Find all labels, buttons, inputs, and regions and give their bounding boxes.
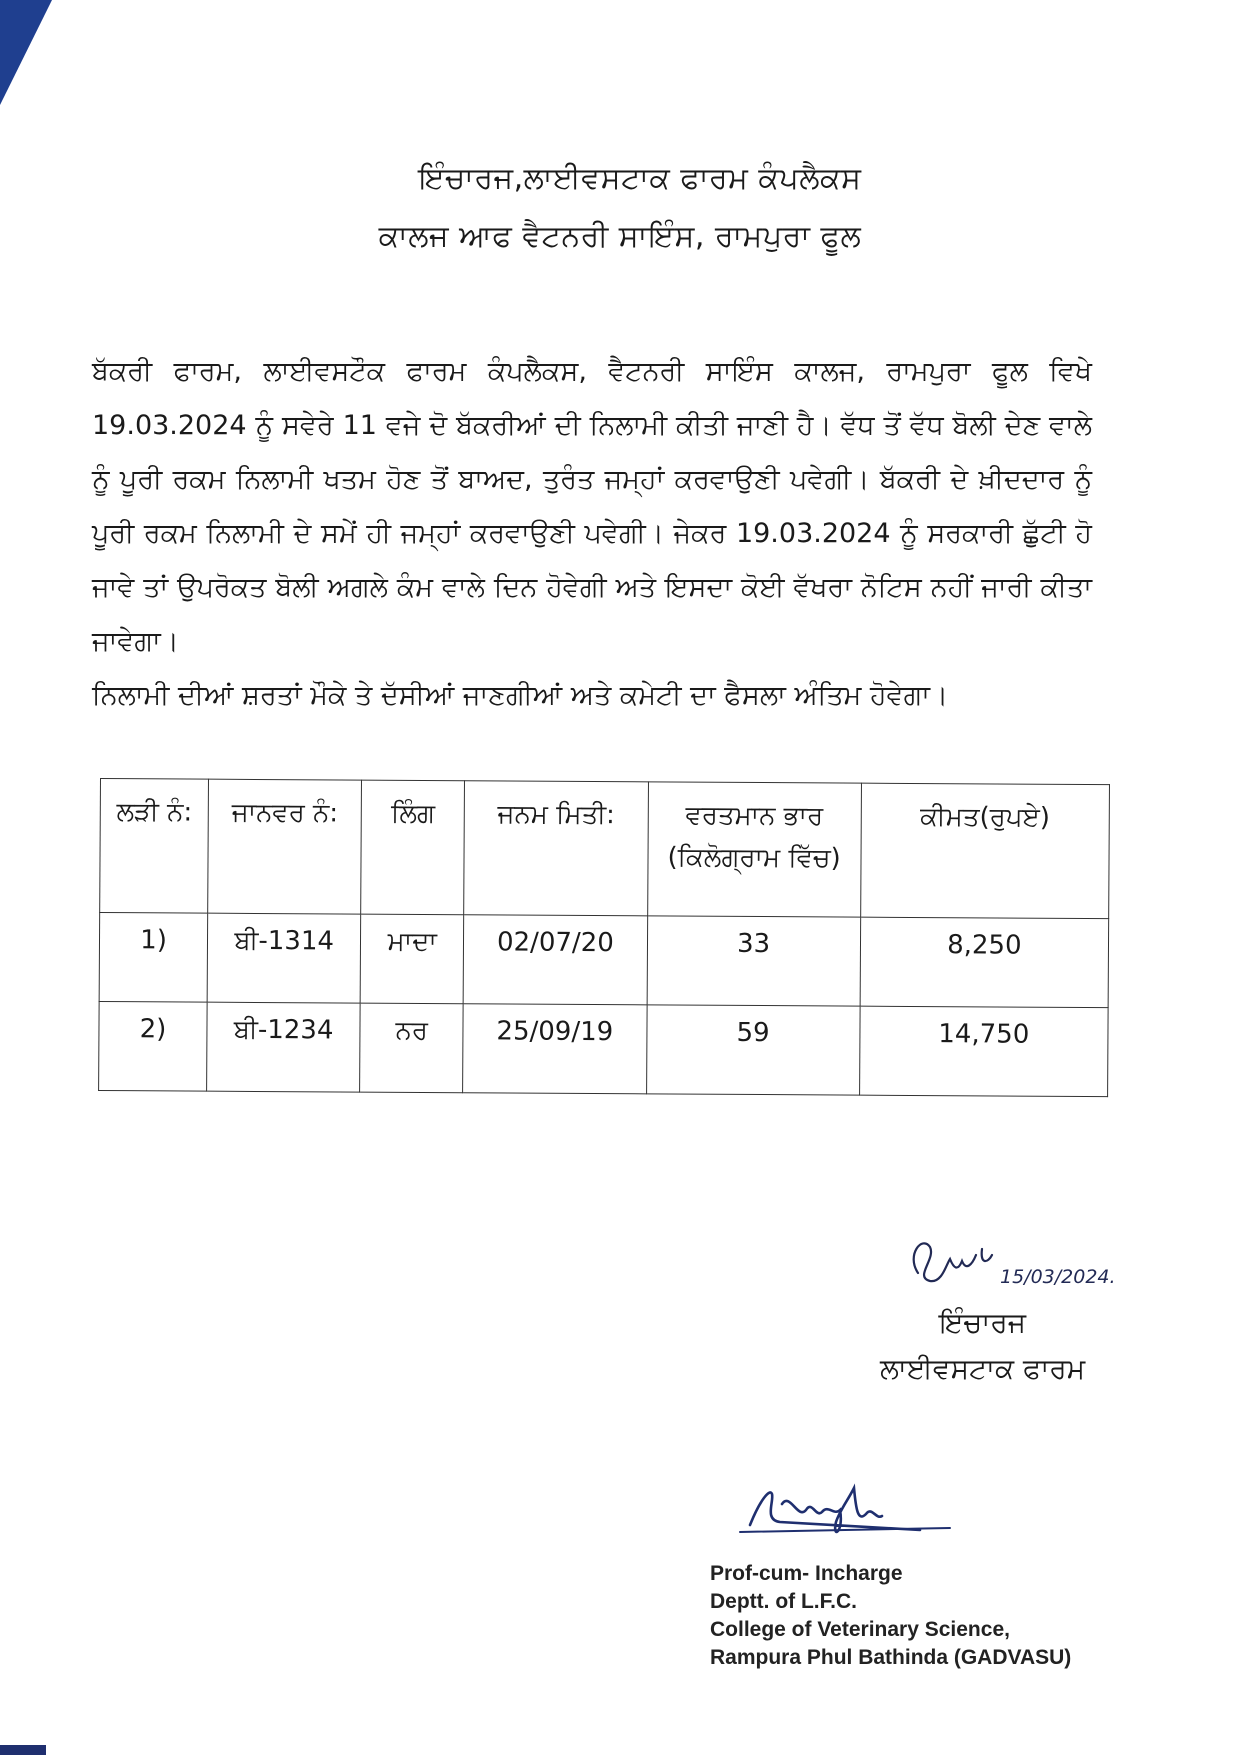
- letterhead-line-2: ਕਾਲਜ ਆਫ ਵੈਟਨਰੀ ਸਾਇੰਸ, ਰਾਮਪੁਰਾ ਫੂਲ: [378, 219, 862, 254]
- incharge-title-line-2: ਲਾਈਵਸਟਾਕ ਫਾਰਮ: [880, 1352, 1086, 1385]
- cell-price: 14,750: [859, 1006, 1108, 1097]
- cell-animal-no: ਬੀ-1314: [207, 913, 361, 1003]
- header-sex: ਲਿੰਗ: [361, 780, 465, 915]
- notice-paragraph-2: ਨਿਲਾਮੀ ਦੀਆਂ ਸ਼ਰਤਾਂ ਮੌਕੇ ਤੇ ਦੱਸੀਆਂ ਜਾਣਗੀਆਂ ਅਤੇ ਕਮੇਟੀ ਦਾ ਫੈਸਲਾ ਅੰਤਿਮ ਹੋਵੇਗਾ।: [92, 680, 949, 711]
- incharge-signature: [900, 1225, 1150, 1295]
- table-row: [99, 1001, 1109, 1096]
- stamp-line-3: College of Veterinary Science,: [710, 1618, 1010, 1641]
- corner-dot: [0, 1745, 46, 1755]
- table-row: [99, 913, 1109, 1008]
- cell-current-weight: 33: [647, 916, 861, 1006]
- cell-animal-no: ਬੀ-1234: [207, 1002, 361, 1092]
- notice-paragraph-1: ਬੱਕਰੀ ਫਾਰਮ, ਲਾਈਵਸਟੌਕ ਫਾਰਮ ਕੰਪਲੈਕਸ, ਵੈਟਨਰੀ ਸਾਇੰਸ ਕਾਲਜ, ਰਾਮਪੁਰਾ ਫੂਲ ਵਿਖੇ 19.03.2024 ਨੂੰ ਸਵੇਰੇ 11 ਵਜੇ ਦੋ ਬੱਕਰੀਆਂ ਦੀ ਨਿਲਾਮੀ ਕੀਤੀ ਜਾਣੀ ਹੈ। ਵੱਧ ਤੋਂ ਵੱਧ ਬੋਲੀ ਦੇਣ ਵਾਲੇ ਨੂੰ ਪੂਰੀ ਰਕਮ ਨਿਲਾਮੀ ਖਤਮ ਹੋਣ ਤੋਂ ਬਾਅਦ, ਤੁਰੰਤ ਜਮ੍ਹਾਂ ਕਰਵਾਉਣੀ ਪਵੇਗੀ। ਬੱਕਰੀ ਦੇ ਖ਼ੀਦਦਾਰ ਨੂੰ ਪੂਰੀ ਰਕਮ ਨਿਲਾਮੀ ਦੇ ਸਮੇਂ ਹੀ ਜਮ੍ਹਾਂ ਕਰਵਾਉਣੀ ਪਵੇਗੀ। ਜੇਕਰ 19.03.2024 ਨੂੰ ਸਰਕਾਰੀ ਛੁੱਟੀ ਹੋ ਜਾਵੇ ਤਾਂ ਉਪਰੋਕਤ ਬੋਲੀ ਅਗਲੇ ਕੰਮ ਵਾਲੇ ਦਿਨ ਹੋਵੇਗੀ ਅਤੇ ਇਸਦਾ ਕੋਈ ਵੱਖਰਾ ਨੋਟਿਸ ਨਹੀਂ ਜਾਰੀ ਕੀਤਾ ਜਾਵੇਗਾ।: [92, 356, 1092, 657]
- office-stamp: [710, 1560, 1071, 1672]
- letterhead: [0, 150, 1240, 266]
- cell-serial-no: 1): [99, 913, 208, 1003]
- stamp-line-2: Deptt. of L.F.C.: [710, 1590, 857, 1613]
- cell-sex: ਮਾਦਾ: [360, 914, 464, 1004]
- letterhead-line-1: ਇੰਚਾਰਜ,ਲਾਈਵਸਟਾਕ ਫਾਰਮ ਕੰਪਲੈਕਸ: [418, 161, 862, 196]
- header-animal-no: ਜਾਨਵਰ ਨੰ:: [208, 779, 362, 914]
- incharge-title-line-1: ਇੰਚਾਰਜ: [939, 1306, 1026, 1339]
- corner-mark: [0, 0, 52, 105]
- stamp-line-1: Prof-cum- Incharge: [710, 1562, 903, 1585]
- cell-sex: ਨਰ: [360, 1003, 464, 1093]
- incharge-title: [880, 1300, 1085, 1392]
- header-serial-no: ਲੜੀ ਨੰ:: [100, 779, 209, 914]
- cell-serial-no: 2): [99, 1001, 208, 1091]
- table-header-row: [100, 779, 1110, 919]
- stamp-line-4: Rampura Phul Bathinda (GADVASU): [710, 1646, 1072, 1669]
- professor-signature: [720, 1470, 970, 1560]
- cell-birth-date: 02/07/20: [463, 915, 647, 1005]
- auction-table: [98, 778, 1110, 1097]
- cell-current-weight: 59: [646, 1005, 860, 1095]
- signature-date: 15/03/2024.: [1000, 1266, 1116, 1288]
- cell-price: 8,250: [860, 917, 1109, 1008]
- cell-birth-date: 25/09/19: [463, 1004, 647, 1094]
- header-current-weight: ਵਰਤਮਾਨ ਭਾਰ (ਕਿਲੋਗ੍ਰਾਮ ਵਿੱਚ): [647, 782, 861, 917]
- header-birth-date: ਜਨਮ ਮਿਤੀ:: [464, 781, 648, 916]
- header-price: ਕੀਮਤ(ਰੁਪਏ): [860, 783, 1109, 919]
- notice-body: [92, 345, 1092, 723]
